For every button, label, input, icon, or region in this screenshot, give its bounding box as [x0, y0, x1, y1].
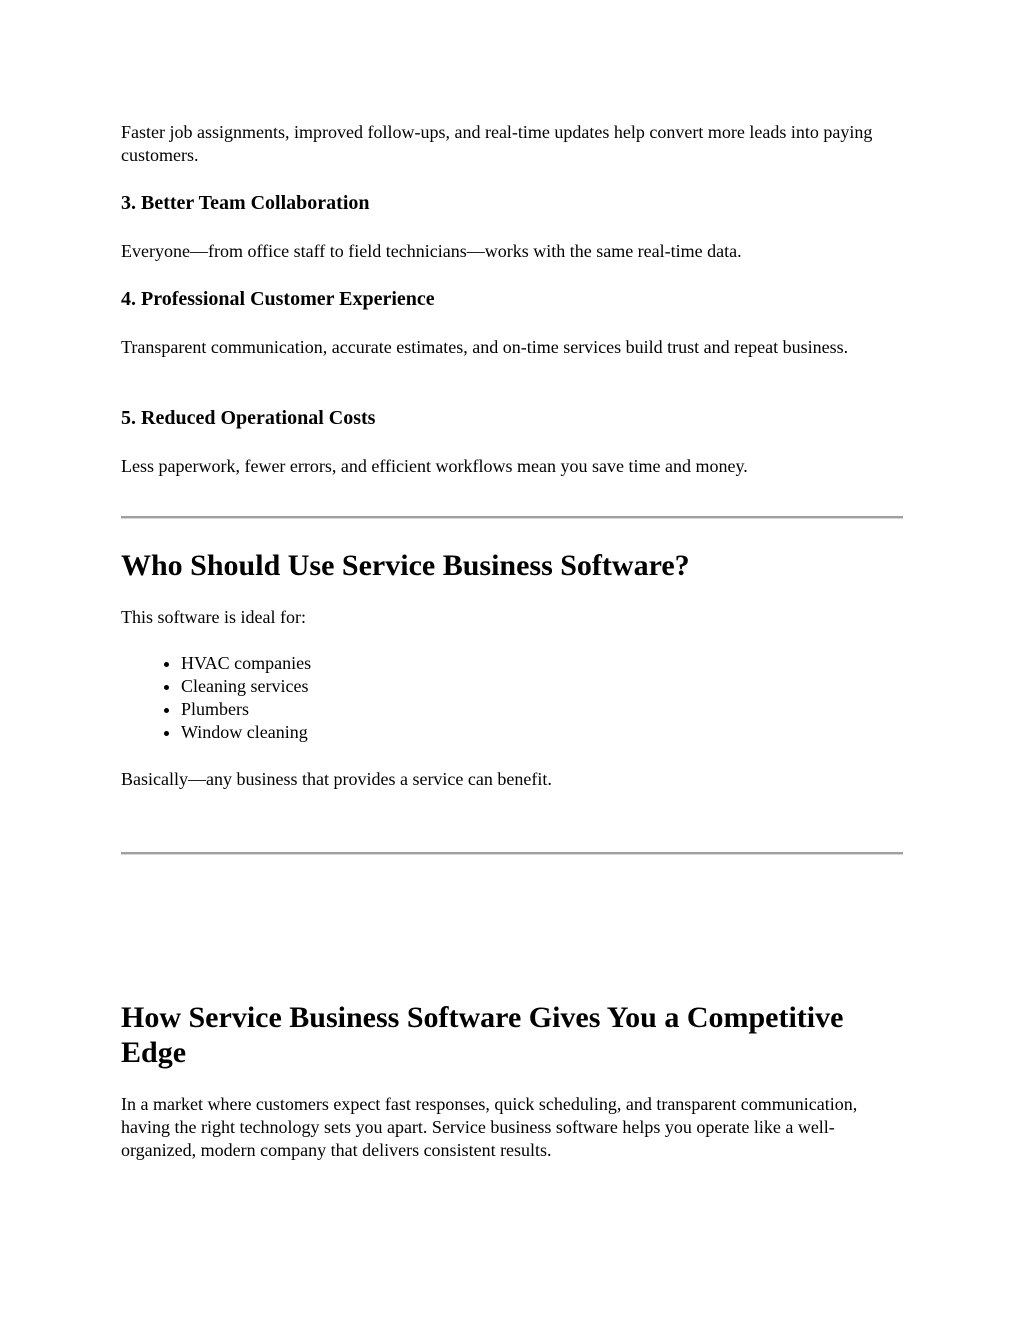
- list-item: • HVAC companies: [181, 652, 311, 675]
- divider: [121, 516, 903, 519]
- paragraph: Faster job assignments, improved follow-ups, and real-time updates help convert more leads into paying customers.: [121, 122, 873, 165]
- list-item: • Plumbers: [181, 698, 311, 721]
- business-list: [121, 652, 311, 744]
- heading-operational-costs: 5. Reduced Operational Costs: [121, 407, 376, 429]
- list-item: • Cleaning services: [181, 675, 311, 698]
- paragraph: Less paperwork, fewer errors, and efficient workflows mean you save time and money.: [121, 456, 748, 476]
- paragraph: Everyone—from office staff to field technicians—works with the same real-time data.: [121, 241, 742, 261]
- heading-who-should-use: Who Should Use Service Business Software?: [121, 549, 690, 582]
- divider: [121, 852, 903, 855]
- list-item: • Window cleaning: [181, 721, 311, 744]
- paragraph: Basically—any business that provides a service can benefit.: [121, 769, 552, 789]
- paragraph: This software is ideal for:: [121, 607, 306, 627]
- heading-customer-experience: 4. Professional Customer Experience: [121, 288, 435, 310]
- heading-competitive-edge: How Service Business Software Gives You a Competitive Edge: [121, 1001, 844, 1069]
- paragraph: In a market where customers expect fast responses, quick scheduling, and transparent communication, having the right technology sets you apart. Service business software helps you operate like a well-organized, modern company that delivers consistent results.: [121, 1094, 858, 1160]
- paragraph: Transparent communication, accurate estimates, and on-time services build trust and repeat business.: [121, 337, 849, 357]
- heading-team-collaboration: 3. Better Team Collaboration: [121, 192, 370, 214]
